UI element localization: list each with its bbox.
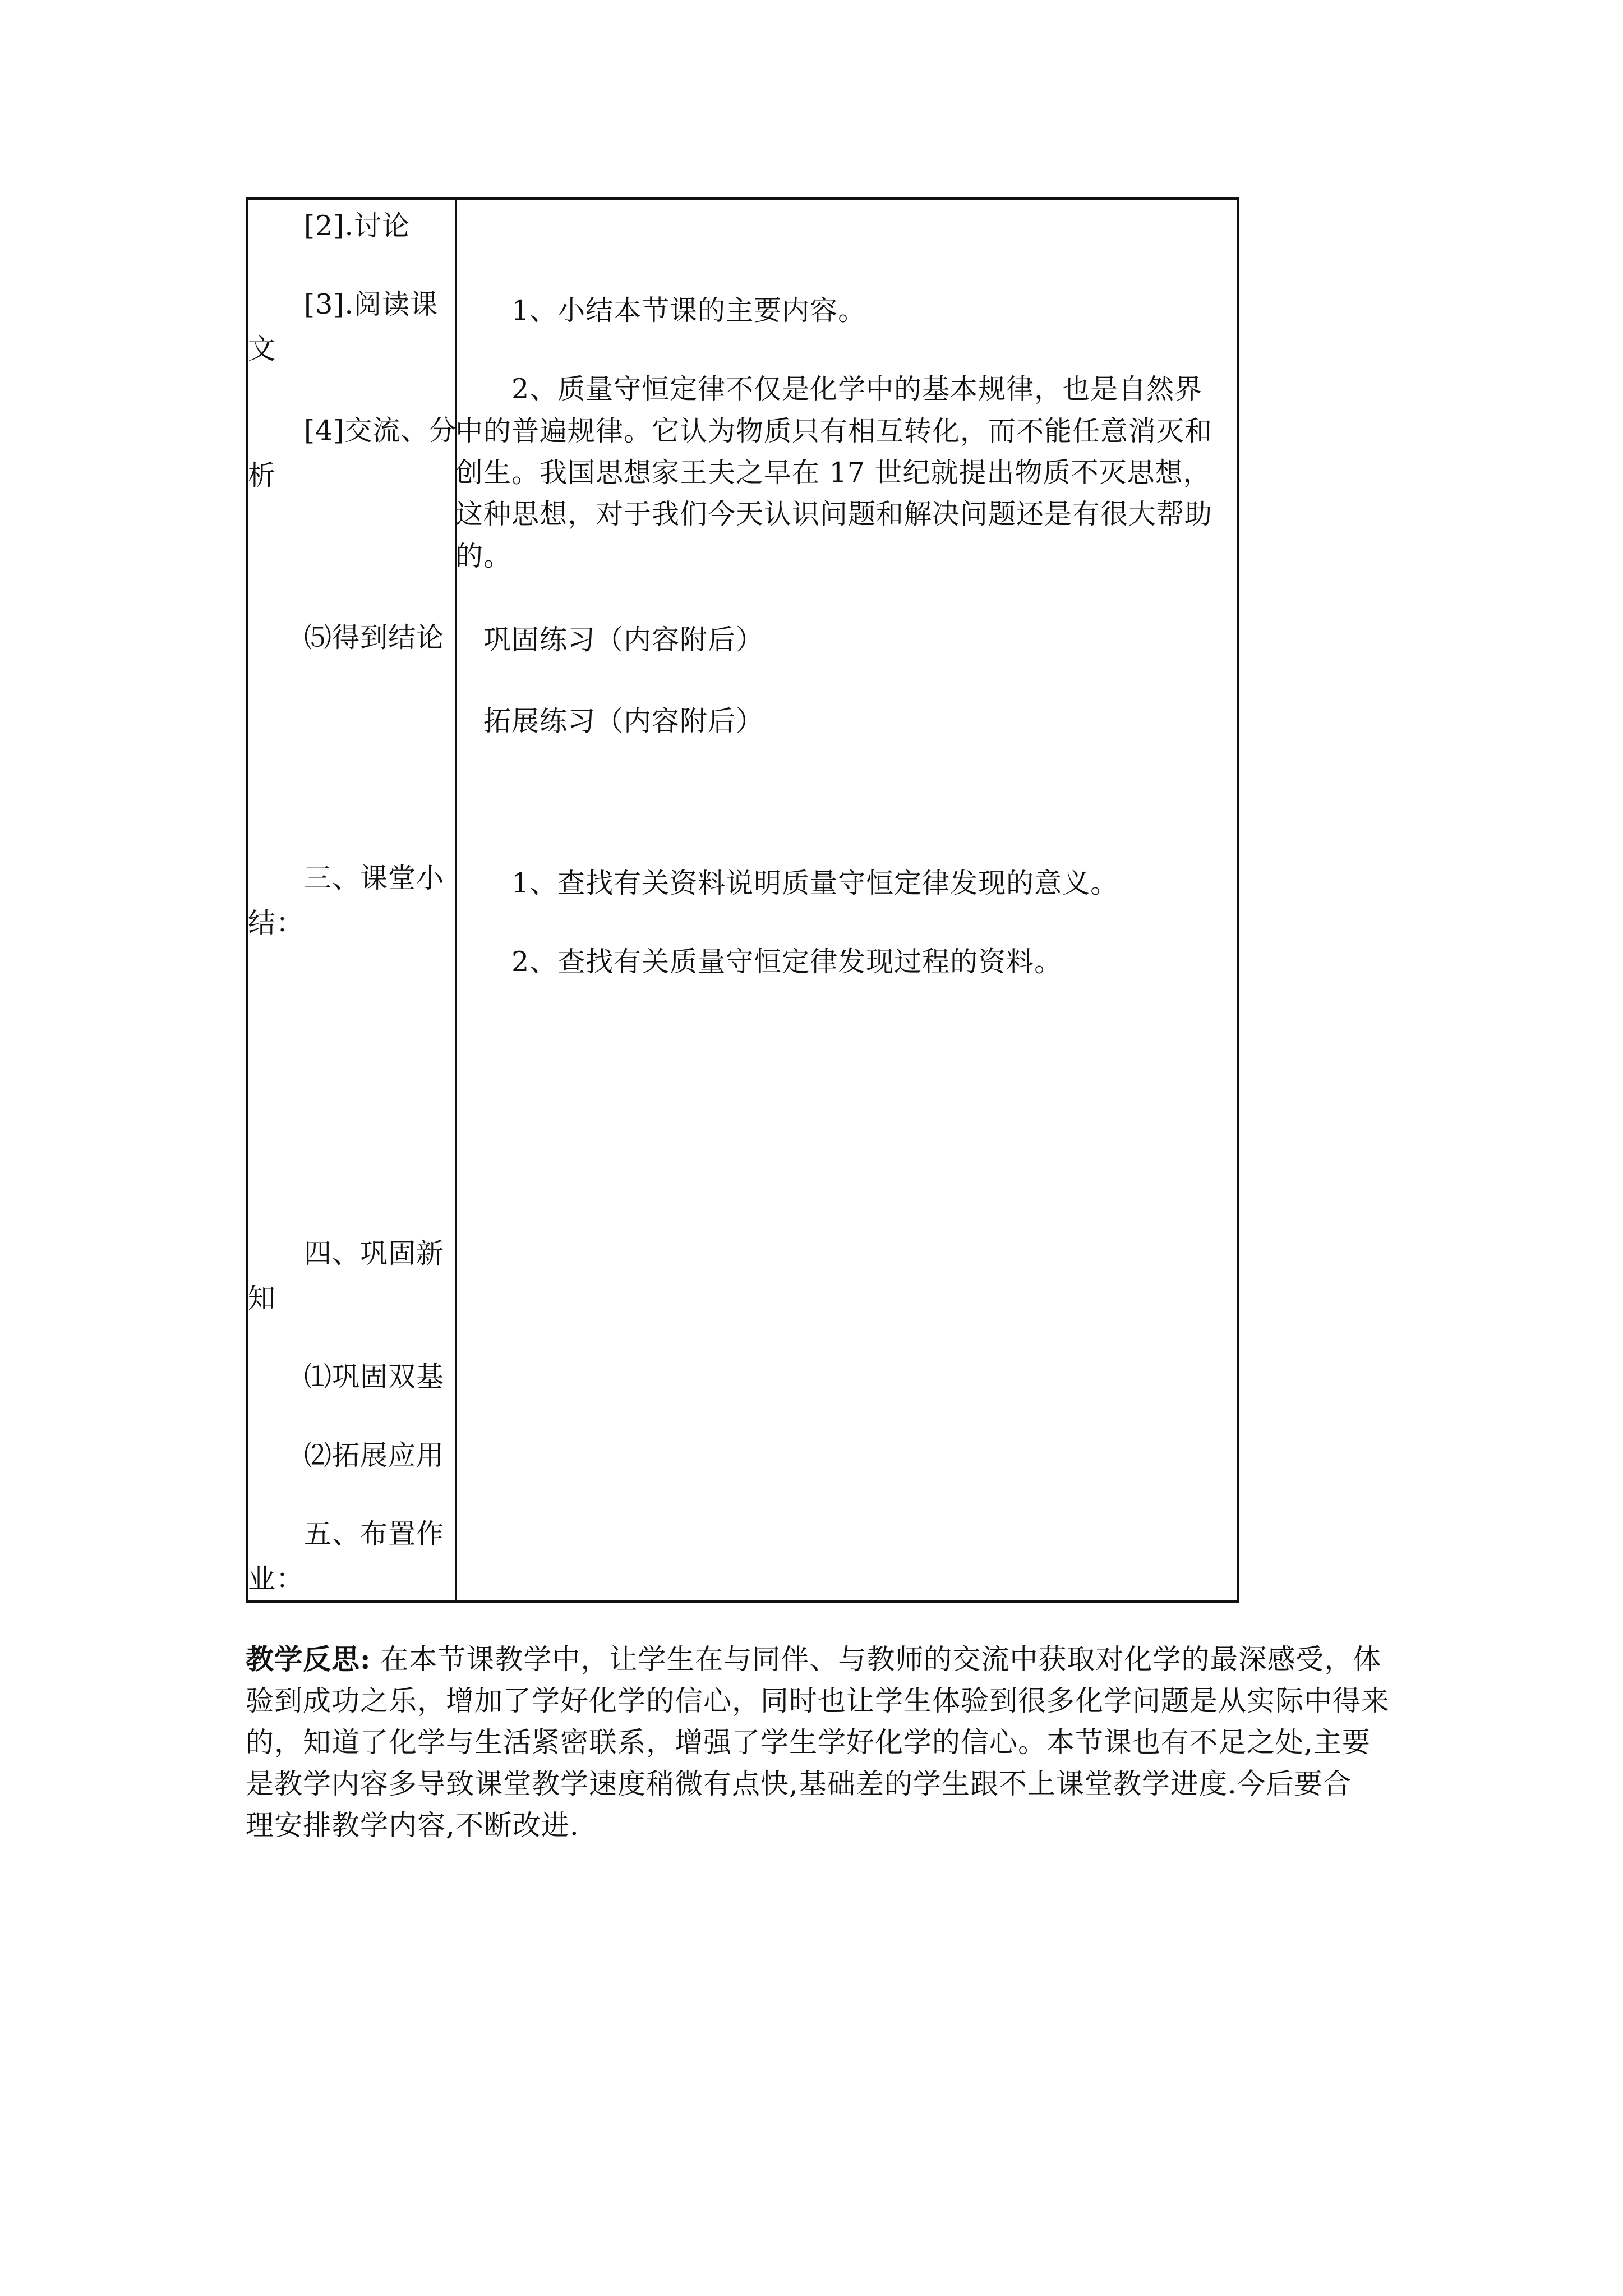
table-left-line: 五、布置作 bbox=[248, 1518, 445, 1550]
reflection-line: 验到成功之乐，增加了学好化学的信心，同时也让学生体验到很多化学问题是从实际中得来 bbox=[246, 1685, 1390, 1717]
table-right-line: 拓展练习（内容附后） bbox=[455, 705, 764, 737]
table-right-line: 创生。我国思想家王夫之早在 17 世纪就提出物质不灭思想， bbox=[455, 457, 1211, 489]
reflection-line: 是教学内容多导致课堂教学速度稍微有点快,基础差的学生跟不上课堂教学进度.今后要合 bbox=[246, 1768, 1352, 1800]
table-right-line: 的。 bbox=[455, 540, 512, 572]
reflection-label: 教学反思: bbox=[246, 1642, 371, 1676]
table-right-line: 这种思想，对于我们今天认识问题和解决问题还是有很大帮助 bbox=[455, 498, 1213, 530]
table-left-line: 文 bbox=[248, 333, 276, 365]
lesson-table bbox=[246, 197, 1239, 1603]
table-left-line: [4]交流、分 bbox=[248, 415, 457, 447]
reflection-line: 理安排教学内容,不断改进. bbox=[246, 1809, 579, 1842]
table-right-line: 中的普遍规律。它认为物质只有相互转化，而不能任意消灭和 bbox=[455, 415, 1213, 447]
table-left-line: [2].讨论 bbox=[248, 210, 410, 242]
table-left-line: 析 bbox=[248, 459, 276, 491]
reflection-first-line: 在本节课教学中，让学生在与同伴、与教师的交流中获取对化学的最深感受，体 bbox=[371, 1643, 1382, 1676]
reflection-line bbox=[246, 1641, 1381, 1678]
reflection-line: 的，知道了化学与生活紧密联系，增强了学生学好化学的信心。本节课也有不足之处,主要 bbox=[246, 1726, 1371, 1759]
table-right-line: 1、查找有关资料说明质量守恒定律发现的意义。 bbox=[455, 867, 1119, 899]
table-left-line: [3].阅读课 bbox=[248, 288, 438, 320]
table-right-line: 巩固练习（内容附后） bbox=[455, 624, 764, 656]
table-left-line: 结： bbox=[248, 907, 305, 939]
table-left-line: 知 bbox=[248, 1282, 276, 1314]
table-left-line: 四、巩固新 bbox=[248, 1237, 445, 1269]
table-left-line: ⑴巩固双基 bbox=[248, 1361, 445, 1393]
table-left-line: ⑵拓展应用 bbox=[248, 1439, 445, 1471]
table-left-line: ⑸得到结论 bbox=[248, 622, 445, 654]
table-right-line: 2、查找有关质量守恒定律发现过程的资料。 bbox=[455, 946, 1063, 978]
table-left-line: 业： bbox=[248, 1563, 305, 1595]
table-left-line: 三、课堂小 bbox=[248, 862, 445, 894]
table-right-line: 1、小结本节课的主要内容。 bbox=[455, 295, 866, 326]
table-right-line: 2、质量守恒定律不仅是化学中的基本规律，也是自然界 bbox=[455, 373, 1203, 405]
